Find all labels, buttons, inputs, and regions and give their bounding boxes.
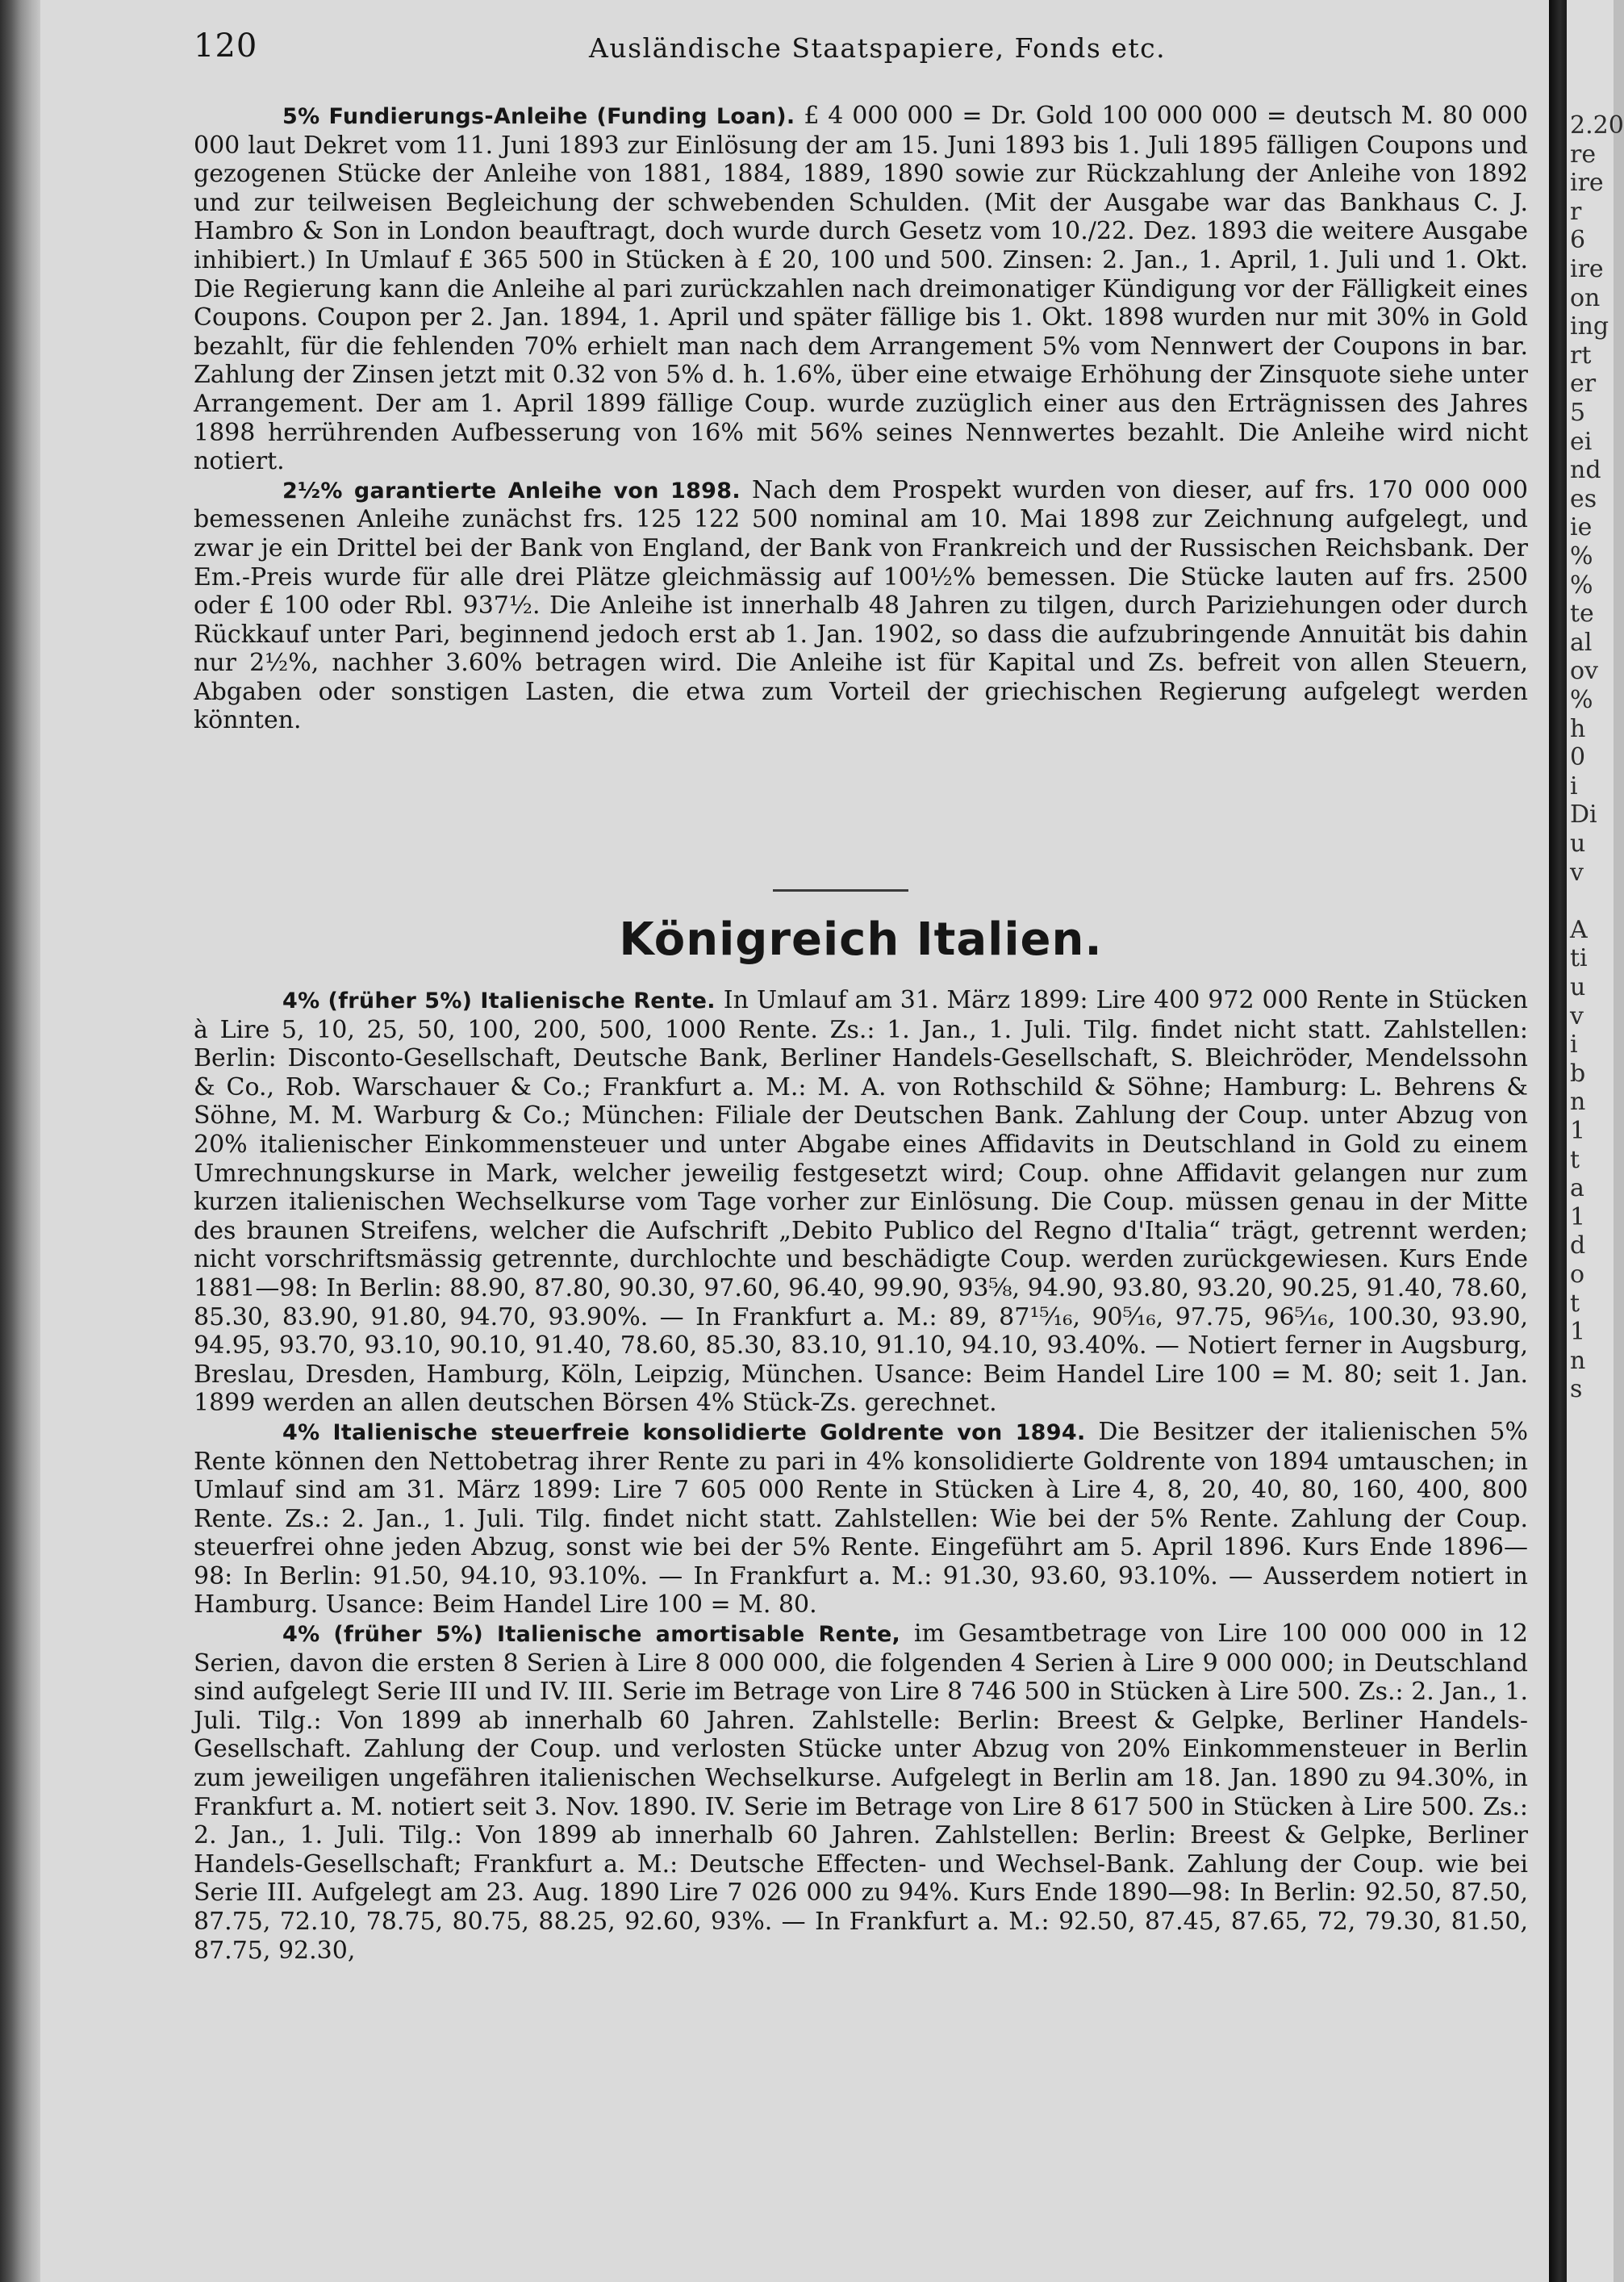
entry-gold-rente-1894 [194, 1418, 1528, 1620]
section-title: Königreich Italien. [619, 913, 1103, 966]
entry-text: Die Besitzer der italienischen 5% Rente können den Nettobetrag ihrer Rente zu pari in 4% konsolidierte Goldrente von 1894 umtauschen; in Umlauf sind am 31. März 1899: Lire 7 605 000 Rente in Stücken à Lire 4, 8, 20, 40, 80, 160, 400, 800 Rente. Zs.: 2. Jan., 1. Juli. Tilg. findet nicht statt. Zahlstellen: Wie bei der 5% Rente. Zahlung der Coup. steuerfrei ohne jeden Abzug, sonst wie bei der 5% Rente. Eingeführt am 5. April 1896. Kurs Ende 1896—98: In Berlin: 91.50, 94.10, 93.10%. — In Frankfurt a. M.: 91.30, 93.60, 93.10%. — Ausserdem notiert in Hamburg. Usance: Beim Handel Lire 100 = M. 80. [194, 1417, 1528, 1620]
entry-italian-rente [194, 986, 1528, 1418]
adjacent-page-fragment: ti [1570, 944, 1588, 973]
page-binding-edge [0, 0, 40, 2282]
adjacent-page-fragment: % [1570, 570, 1593, 600]
adjacent-page-fragment: er [1570, 370, 1597, 399]
adjacent-page-fragment: 6 [1570, 226, 1586, 255]
adjacent-page-fragment: i [1570, 771, 1578, 800]
adjacent-page-fragment: es [1570, 484, 1597, 513]
adjacent-page-fragment: on [1570, 283, 1601, 312]
entry-text: Nach dem Prospekt wurden von dieser, auf frs. 170 000 000 bemessenen Anleihe zunächst frs. 125 122 500 nominal am 10. Mai 1898 zur Zeichnung aufgelegt, und zwar je ein Drittel bei der Bank von England, der Bank von Frankreich und der Russischen Reichsbank. Der Em.-Preis wurde für alle drei Plätze gleichmässig auf 100½% bemessen. Die Stücke lauten auf frs. 2500 oder £ 100 oder Rbl. 937½. Die Anleihe ist innerhalb 48 Jahren zu tilgen, durch Pariziehungen oder durch Rückkauf unter Pari, beginnend jedoch erst ab 1. Jan. 1902, so dass die aufzubringende Annuität bis dahin nur 2½%, nachher 3.60% betragen wird. Die Anleihe ist für Kapital und Zs. befreit von allen Steuern, Abgaben oder sonstigen Lasten, die etwa zum Vorteil der griechischen Regierung aufgelegt werden könnten. [194, 475, 1528, 735]
adjacent-page-fragment: i [1570, 1030, 1578, 1060]
text-block-italy [194, 986, 1528, 1965]
adjacent-page-fragment: ie [1570, 513, 1593, 542]
adjacent-page-fragment: te [1570, 600, 1594, 629]
entry-guaranteed-loan-1898 [194, 476, 1528, 735]
adjacent-page-fragment: v [1570, 1001, 1584, 1030]
adjacent-page-fragment: u [1570, 830, 1586, 858]
text-block-before-section [194, 102, 1528, 735]
running-title: Ausländische Staatspapiere, Fonds etc. [589, 32, 1167, 64]
adjacent-page-fragment: 2.20 [1570, 111, 1624, 140]
page-gutter-shadow [1549, 0, 1567, 2282]
adjacent-page-fragment: ing [1570, 312, 1609, 341]
adjacent-page-fragment: d [1570, 1231, 1586, 1260]
adjacent-page-fragment: % [1570, 542, 1593, 570]
running-head [194, 27, 1581, 68]
adjacent-page-fragment: ov [1570, 657, 1599, 686]
page-number: 120 [194, 27, 258, 65]
entry-amortisable-rente [194, 1620, 1528, 1965]
entry-text: £ 4 000 000 = Dr. Gold 100 000 000 = deutsch M. 80 000 000 laut Dekret vom 11. Juni 1893 zur Einlösung der am 15. Juni 1893 bis 1. Juli 1895 fälligen Coupons und gezogenen Stücke der Anleihe von 1881, 1884, 1889, 1890 sowie zur Rückzahlung der Anleihe von 1892 und zur teilweisen Begleichung der schwebenden Schulden. (Mit der Ausgabe war das Bankhaus C. J. Hambro & Son in London beauftragt, doch wurde durch Gesetz vom 10./22. Dez. 1893 die weitere Ausgabe inhibiert.) In Umlauf £ 365 500 in Stücken à £ 20, 100 und 500. Zinsen: 2. Jan., 1. April, 1. Juli und 1. Okt. Die Regierung kann die Anleihe al pari zurückzahlen nach dreimonatiger Kündigung vor der Fälligkeit eines Coupons. Coupon per 2. Jan. 1894, 1. April und später fällige bis 1. Okt. 1898 wurden nur mit 30% in Gold bezahlt, für die fehlenden 70% erhielt man nach dem Arrangement 5% vom Nennwert der Coupons in bar. Zahlung der Zinsen jetzt mit 0.32 von 5% d. h. 1.6%, über eine etwaige Erhöhung der Zinsquote siehe unter Arrangement. Der am 1. April 1899 fällige Coup. wurde zuzüglich einer aus den Erträgnissen des Jahres 1898 herrührenden Aufbesserung von 16% mit 56% seines Nennwertes bezahlt. Die Anleihe wird nicht notiert. [194, 102, 1528, 476]
adjacent-page-fragment: b [1570, 1059, 1586, 1088]
adjacent-page-fragment: n [1570, 1346, 1586, 1375]
adjacent-page-fragment: t [1570, 1145, 1580, 1174]
adjacent-page-fragment: re [1570, 140, 1597, 169]
adjacent-page-fragment: ei [1570, 427, 1593, 456]
adjacent-page-fragment: Di [1570, 800, 1597, 830]
adjacent-page-fragment: n [1570, 1088, 1586, 1117]
entry-heading: 2½% garantierte Anleihe von 1898. [282, 478, 741, 504]
adjacent-page-fragment: ire [1570, 169, 1604, 198]
entry-heading: 4% (früher 5%) Italienische Rente. [282, 988, 716, 1014]
adjacent-page-fragment: % [1570, 686, 1593, 714]
adjacent-page-fragment: 5 [1570, 399, 1586, 427]
adjacent-page-fragment: 0 [1570, 743, 1586, 772]
adjacent-page-fragment: rt [1570, 341, 1592, 370]
adjacent-page-fragment: ire [1570, 255, 1604, 283]
adjacent-page-fragment: s [1570, 1375, 1583, 1404]
entry-heading: 4% (früher 5%) Italienische amortisable Rente, [282, 1622, 901, 1648]
adjacent-page-fragment: v [1570, 858, 1584, 887]
adjacent-page-fragment: t [1570, 1289, 1580, 1318]
adjacent-page-fragment: a [1570, 1174, 1584, 1203]
adjacent-page-fragment: o [1570, 1260, 1585, 1289]
adjacent-page-fragment: 1 [1570, 1117, 1586, 1145]
entry-text: im Gesamtbetrage von Lire 100 000 000 in 12 Serien, davon die ersten 8 Serien à Lire 8 000 000, die folgenden 4 Serien à Lire 9 000 000; in Deutschland sind aufgelegt Serie III und IV. III. Serie im Betrage von Lire 8 746 500 in Stücken à Lire 500. Zs.: 2. Jan., 1. Juli. Tilg.: Von 1899 ab innerhalb 60 Jahren. Zahlstelle: Berlin: Breest & Gelpke, Berliner Handels-Gesellschaft. Zahlung der Coup. und verlosten Stücke unter Abzug von 20% Einkommensteuer in Berlin zum jeweiligen ungefähren italienischen Wechselkurse. Aufgelegt in Berlin am 18. Jan. 1890 zu 94.30%, in Frankfurt a. M. notiert seit 3. Nov. 1890. IV. Serie im Betrage von Lire 8 617 500 in Stücken à Lire 500. Zs.: 2. Jan., 1. Juli. Tilg.: Von 1899 ab innerhalb 60 Jahren. Zahlstellen: Berlin: Breest & Gelpke, Berliner Handels-Gesellschaft; Frankfurt a. M.: Deutsche Effecten- und Wechsel-Bank. Zahlung der Coup. wie bei Serie III. Aufgelegt am 23. Aug. 1890 Lire 7 026 000 zu 94%. Kurs Ende 1890—98: In Berlin: 92.50, 87.50, 87.75, 72.10, 78.75, 80.75, 88.25, 92.60, 93%. — In Frankfurt a. M.: 92.50, 87.45, 87.65, 72, 79.30, 81.50, 87.75, 92.30, [194, 1620, 1528, 1965]
entry-heading: 4% Italienische steuerfreie konsolidierte Goldrente von 1894. [282, 1419, 1086, 1445]
adjacent-page-fragment: u [1570, 973, 1586, 1001]
adjacent-page-fragment: al [1570, 628, 1593, 657]
adjacent-page-fragment: A [1570, 915, 1588, 944]
adjacent-page-fragment: 1 [1570, 1202, 1586, 1231]
entry-heading: 5% Fundierungs-Anleihe (Funding Loan). [282, 104, 795, 129]
adjacent-page-fragment: h [1570, 714, 1586, 743]
entry-funding-loan [194, 102, 1528, 476]
adjacent-page-fragment: 1 [1570, 1318, 1586, 1347]
section-divider-rule [773, 889, 908, 892]
adjacent-page-strip [1567, 0, 1624, 2282]
adjacent-page-fragment: nd [1570, 456, 1601, 485]
adjacent-page-fragment: r [1570, 197, 1582, 226]
entry-text: In Umlauf am 31. März 1899: Lire 400 972 000 Rente in Stücken à Lire 5, 10, 25, 50, 100, 200, 500, 1000 Rente. Zs.: 1. Jan., 1. Juli. Tilg. findet nicht statt. Zahlstellen: Berlin: Disconto-Gesellschaft, Deutsche Bank, Berliner Handels-Gesellschaft, S. Bleichröder, Mendelssohn & Co., Rob. Warschauer & Co.; Frankfurt a. M.: M. A. von Rothschild & Söhne; Hamburg: L. Behrens & Söhne, M. M. Warburg & Co.; München: Filiale der Deutschen Bank. Zahlung der Coup. unter Abzug von 20% italienischer Einkommensteuer und unter Abgabe eines Affidavits in Deutschland in Gold zu einem Umrechnungskurse in Mark, welcher jeweilig festgesetzt wird; Coup. ohne Affidavit gelangen nur zum kurzen italienischen Wechselkurse vom Tage vorher zur Einlösung. Die Coup. müssen genau in der Mitte des braunen Streifens, welcher die Aufschrift „Debito Publico del Regno d'Italia“ trägt, getrennt werden; nicht vorschriftsmässig getrennte, durchlochte und beschädigte Coup. werden zurückgewiesen. Kurs Ende 1881—98: In Berlin: 88.90, 87.80, 90.30, 97.60, 96.40, 99.90, 93⅝, 94.90, 93.80, 93.20, 90.25, 91.40, 78.60, 85.30, 83.90, 91.80, 94.70, 93.90%. — In Frankfurt a. M.: 89, 87¹⁵⁄₁₆, 90⁵⁄₁₆, 97.75, 96⁵⁄₁₆, 100.30, 93.90, 94.95, 93.70, 93.10, 90.10, 91.40, 78.60, 85.30, 83.10, 91.10, 94.10, 93.40%. — Notiert ferner in Augsburg, Breslau, Dresden, Hamburg, Köln, Leipzig, München. Usance: Beim Handel Lire 100 = M. 80; seit 1. Jan. 1899 werden an allen deutschen Börsen 4% Stück-Zs. gerechnet. [194, 986, 1528, 1418]
